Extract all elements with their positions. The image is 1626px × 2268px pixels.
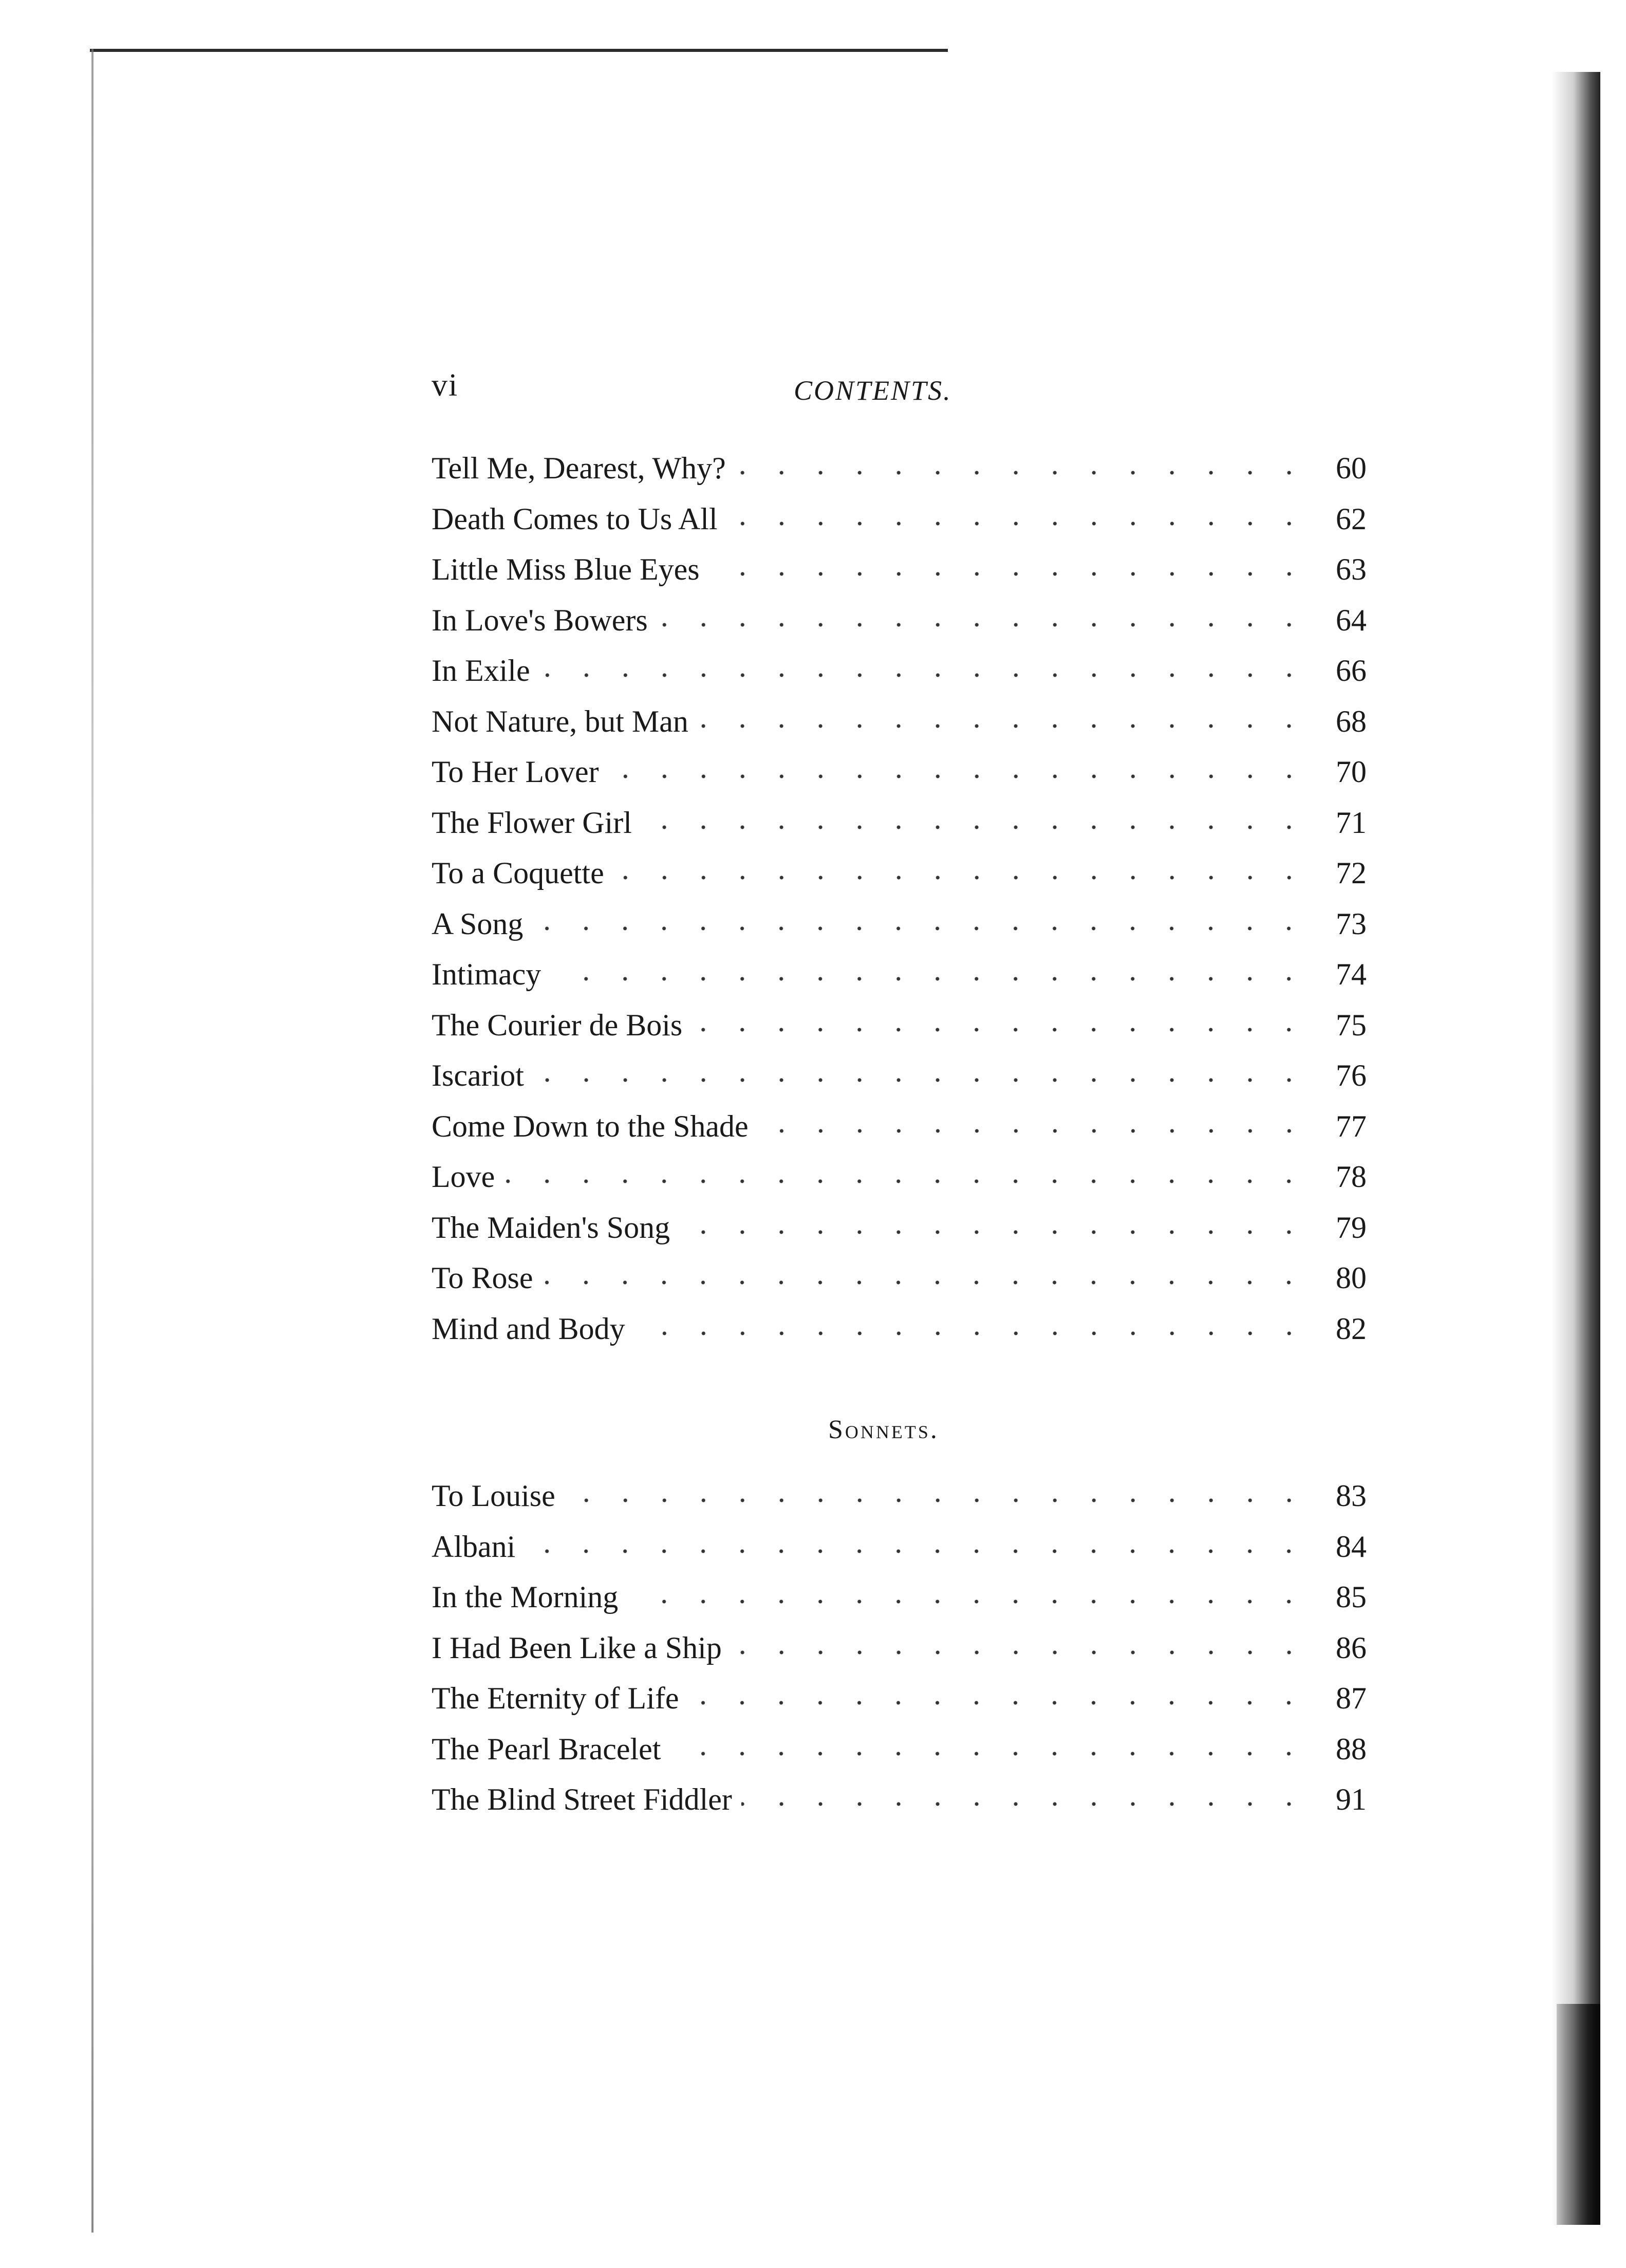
- entry-page-number: 71: [1336, 805, 1367, 840]
- entry-page-number: 79: [1336, 1210, 1367, 1244]
- contents-entry: [432, 1521, 1367, 1572]
- contents-entry: [432, 494, 1367, 545]
- section-heading-sonnets: Sonnets.: [828, 1415, 939, 1444]
- contents-entry: [432, 1050, 1367, 1101]
- entry-page-number: 83: [1336, 1479, 1367, 1513]
- scan-binding-shadow: [1552, 72, 1600, 2225]
- entry-page-number: 76: [1336, 1058, 1367, 1092]
- contents-entry: [432, 595, 1367, 646]
- entry-title: I Had Been Like a Ship: [432, 1630, 722, 1665]
- entry-title: Death Comes to Us All: [432, 501, 718, 536]
- entry-page-number: 87: [1336, 1681, 1367, 1715]
- entry-page-number: 68: [1336, 704, 1367, 738]
- sonnets-contents-list: [432, 1471, 1367, 1825]
- contents-entry: [432, 848, 1367, 899]
- entry-title: Albani: [432, 1529, 516, 1564]
- contents-entry: [432, 1623, 1367, 1674]
- dot-leader: [727, 522, 1309, 526]
- dot-leader: [679, 1230, 1309, 1234]
- dot-leader: [758, 1129, 1309, 1133]
- dot-leader: [657, 623, 1309, 627]
- entry-title: Little Miss Blue Eyes: [432, 552, 700, 586]
- dot-leader: [731, 1650, 1309, 1654]
- dot-leader: [691, 1028, 1309, 1032]
- dot-leader: [735, 471, 1309, 475]
- contents-entry: [432, 747, 1367, 797]
- entry-page-number: 77: [1336, 1109, 1367, 1143]
- entry-page-number: 82: [1336, 1311, 1367, 1346]
- entry-page-number: 86: [1336, 1630, 1367, 1665]
- entry-page-number: 80: [1336, 1261, 1367, 1295]
- contents-entry: [432, 1572, 1367, 1623]
- page-number: vi: [432, 368, 459, 403]
- entry-title: Not Nature, but Man: [432, 704, 688, 738]
- contents-entry: [432, 1253, 1367, 1304]
- entry-page-number: 73: [1336, 906, 1367, 941]
- entry-title: To Her Lover: [432, 755, 599, 789]
- dot-leader: [504, 1179, 1309, 1183]
- dot-leader: [608, 774, 1309, 778]
- entry-page-number: 64: [1336, 603, 1367, 637]
- running-title: CONTENTS.: [794, 375, 952, 406]
- dot-leader: [533, 1078, 1309, 1082]
- entry-title: Iscariot: [432, 1058, 524, 1092]
- dot-leader: [698, 724, 1309, 728]
- entry-title: To Rose: [432, 1261, 533, 1295]
- contents-entry: [432, 899, 1367, 950]
- entry-title: Intimacy: [432, 957, 541, 991]
- contents-entry: [432, 1724, 1367, 1775]
- entry-title: The Eternity of Life: [432, 1681, 679, 1715]
- entry-title: The Maiden's Song: [432, 1210, 670, 1244]
- entry-page-number: 75: [1336, 1008, 1367, 1042]
- contents-entry: [432, 1304, 1367, 1354]
- entry-page-number: 84: [1336, 1529, 1367, 1564]
- dot-leader: [641, 825, 1309, 829]
- entry-page-number: 66: [1336, 654, 1367, 687]
- entry-title: The Flower Girl: [432, 805, 632, 840]
- dot-leader: [709, 572, 1309, 576]
- scan-binding-shadow-bottom: [1557, 2004, 1600, 2225]
- dot-leader: [565, 1498, 1309, 1502]
- contents-entry: [432, 1101, 1367, 1152]
- entry-title: The Blind Street Fiddler: [432, 1782, 732, 1816]
- scan-top-edge: [90, 49, 948, 52]
- entry-title: In the Morning: [432, 1580, 619, 1614]
- dot-leader: [688, 1701, 1309, 1705]
- dot-leader: [525, 1549, 1309, 1553]
- dot-leader: [550, 977, 1309, 981]
- contents-entry: [432, 443, 1367, 494]
- entry-page-number: 91: [1336, 1782, 1367, 1816]
- dot-leader: [539, 673, 1309, 677]
- entry-page-number: 74: [1336, 957, 1367, 991]
- entry-title: To Louise: [432, 1479, 555, 1513]
- contents-entry: [432, 1774, 1367, 1825]
- dot-leader: [542, 1280, 1309, 1285]
- dot-leader: [634, 1331, 1309, 1335]
- entry-page-number: 85: [1336, 1580, 1367, 1614]
- entry-title: The Pearl Bracelet: [432, 1732, 661, 1766]
- entry-page-number: 70: [1336, 755, 1367, 789]
- entry-page-number: 62: [1336, 501, 1367, 536]
- contents-entry: [432, 645, 1367, 696]
- entry-page-number: 88: [1336, 1732, 1367, 1766]
- entry-title: The Courier de Bois: [432, 1008, 683, 1042]
- entry-title: To a Coquette: [432, 856, 604, 890]
- entry-title: Tell Me, Dearest, Why?: [432, 451, 726, 485]
- contents-entry: [432, 1151, 1367, 1202]
- page-header: [432, 367, 1012, 414]
- entry-title: In Love's Bowers: [432, 603, 648, 637]
- entry-page-number: 72: [1336, 856, 1367, 890]
- contents-entry: [432, 1202, 1367, 1253]
- contents-entry: [432, 1673, 1367, 1724]
- entry-title: A Song: [432, 906, 524, 941]
- contents-list: [432, 443, 1367, 1354]
- dot-leader: [532, 926, 1309, 931]
- dot-leader: [627, 1600, 1309, 1604]
- entry-page-number: 78: [1336, 1160, 1367, 1194]
- scan-left-edge: [91, 49, 94, 2233]
- dot-leader: [670, 1752, 1309, 1756]
- entry-title: Mind and Body: [432, 1311, 625, 1346]
- contents-entry: [432, 1471, 1367, 1521]
- dot-leader: [613, 876, 1309, 880]
- contents-entry: [432, 544, 1367, 595]
- entry-title: Come Down to the Shade: [432, 1109, 749, 1143]
- contents-entry: [432, 1000, 1367, 1051]
- contents-entry: [432, 949, 1367, 1000]
- entry-title: In Exile: [432, 654, 530, 687]
- contents-entry: [432, 696, 1367, 747]
- entry-title: Love: [432, 1160, 495, 1194]
- entry-page-number: 63: [1336, 552, 1367, 586]
- contents-entry: [432, 797, 1367, 848]
- entry-page-number: 60: [1336, 451, 1367, 485]
- dot-leader: [741, 1802, 1309, 1806]
